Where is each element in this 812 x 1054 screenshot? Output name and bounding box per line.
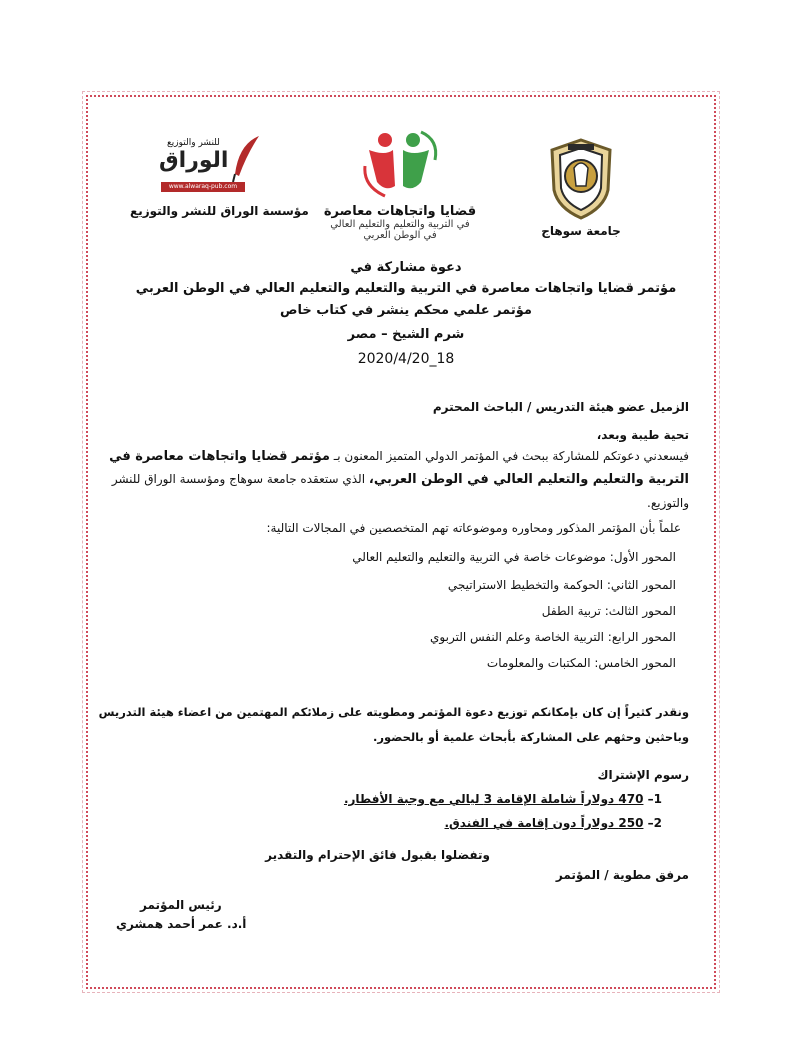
- quill-icon: [229, 134, 265, 184]
- publisher-site: www.alwaraq-pub.com: [161, 182, 245, 192]
- title-line-2: مؤتمر قضايا واتجاهات معاصرة في التربية والتعليم والتعليم العالي في الوطن العربي: [135, 281, 677, 296]
- intro-line-1: [109, 449, 689, 464]
- signature-role: رئيس المؤتمر: [140, 898, 222, 912]
- fee-item-2: [445, 816, 663, 830]
- fee-amount-2-value: 250: [618, 816, 644, 830]
- fee-amount-1-value: 470: [618, 792, 644, 806]
- university-caption: جامعة سوهاج: [541, 224, 621, 238]
- publisher-caption: مؤسسة الوراق للنشر والتوزيع: [130, 204, 309, 218]
- appreciation-line-2: وباحثين وحثهم على المشاركة بأبحاث علمية أو بالحضور.: [373, 730, 689, 744]
- university-logo: [536, 138, 626, 238]
- intro-text-2: الذي ستعقده جامعة سوهاج ومؤسسة الوراق للنشر: [111, 472, 369, 486]
- conference-logo-line2: في التربية والتعليم والتعليم العالي: [330, 219, 470, 230]
- title-line-3: مؤتمر علمي محكم ينشر في كتاب خاص: [280, 303, 532, 318]
- conference-people-icon: [355, 126, 445, 200]
- publisher-top-text: للنشر والتوزيع: [167, 138, 220, 148]
- university-shield-icon: [546, 138, 616, 220]
- intro-bold-1: مؤتمر قضايا واتجاهات معاصرة في: [109, 449, 330, 464]
- fee-number-1: 1–: [647, 792, 662, 806]
- conference-logo-line3: في الوطن العربي: [363, 230, 437, 241]
- fee-desc-1: دولاراً شاملة الإقامة 3 ليالي مع وجبة الأفطار.: [343, 792, 619, 806]
- fee-amount-1: [344, 792, 644, 806]
- fee-number-2: 2–: [647, 816, 662, 830]
- intro-text-1: فيسعدني دعوتكم للمشاركة ببحث في المؤتمر الدولي المتميز المعنون بـ: [329, 449, 689, 463]
- conference-date: 2020/4/20_18: [357, 351, 455, 367]
- axes-intro: علماً بأن المؤتمر المذكور ومحاوره وموضوعاته تهم المتخصصين في المجالات التالية:: [266, 521, 681, 535]
- closing-text: وتفضلوا بقبول فائق الإحترام والتقدير: [265, 848, 490, 862]
- fee-amount-2: [445, 816, 644, 830]
- title-line-1: دعوة مشاركة في: [350, 260, 462, 275]
- axis-item-5: المحور الخامس: المكتبات والمعلومات: [486, 656, 676, 670]
- conference-logo-line1: قضايا واتجاهات معاصرة: [323, 204, 477, 219]
- intro-bold-2: التربية والتعليم والتعليم العالي في الوطن العربي،: [368, 472, 689, 487]
- axis-item-3: المحور الثالث: تربية الطفل: [541, 604, 676, 618]
- intro-line-3: والتوزيع.: [647, 496, 689, 510]
- publisher-name: الوراق: [159, 148, 229, 173]
- greeting: تحية طيبة وبعد،: [596, 428, 689, 442]
- signature-name: أ.د. عمر أحمد همشري: [116, 917, 247, 931]
- publisher-logo: [130, 134, 309, 218]
- axis-item-2: المحور الثاني: الحوكمة والتخطيط الاستراتيجي: [447, 578, 676, 592]
- title-line-4: شرم الشيخ – مصر: [347, 327, 465, 342]
- axis-item-4: المحور الرابع: التربية الخاصة وعلم النفس التربوي: [430, 630, 676, 644]
- attachment-note: مرفق مطوية / المؤتمر: [555, 868, 689, 882]
- addressee: الزميل عضو هيئة التدريس / الباحث المحترم: [432, 400, 689, 414]
- intro-line-2: [112, 472, 689, 487]
- conference-logo: [300, 126, 500, 241]
- axis-item-1: المحور الأول: موضوعات خاصة في التربية والتعليم والتعليم العالي: [352, 550, 676, 564]
- fees-heading: رسوم الإشتراك: [597, 768, 689, 782]
- appreciation-line-1: ونقدر كثيراً إن كان بإمكانكم توزيع دعوة المؤتمر ومطويته على زملائكم المهتمين من اعضاء هيئة التدريس: [98, 705, 689, 719]
- fee-desc-2: دولاراً دون إقامة في الفندق.: [444, 816, 619, 830]
- fee-item-1: [344, 792, 662, 806]
